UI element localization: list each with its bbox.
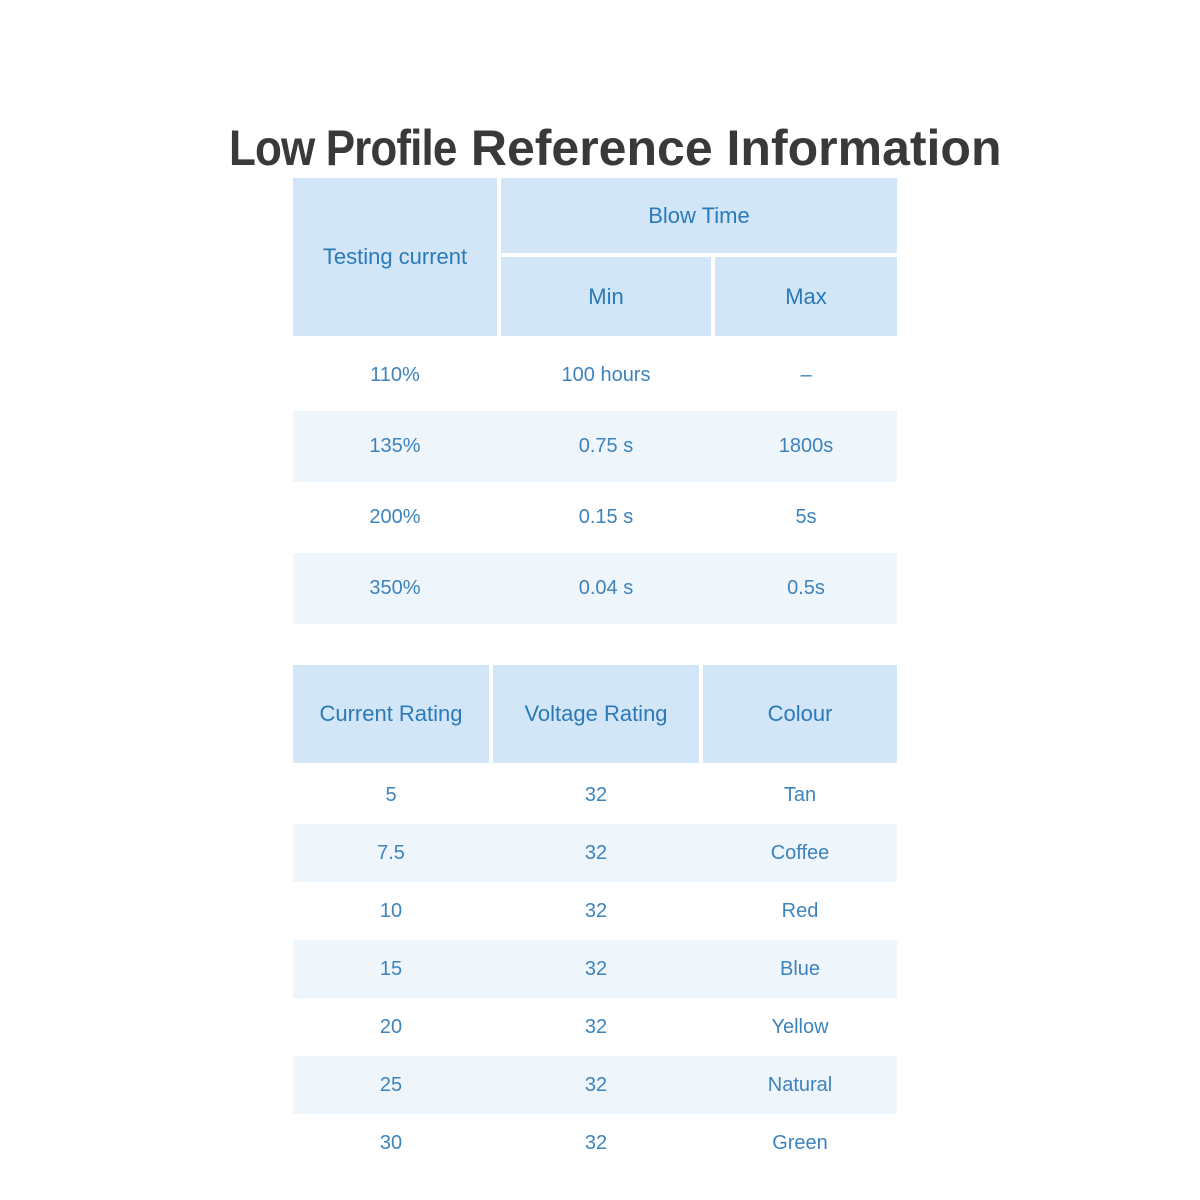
blow-min-value: 100 hours [561, 364, 651, 386]
table-row [293, 766, 897, 824]
voltage-rating-value: 32 [584, 899, 608, 922]
table-row [293, 482, 897, 553]
table-row [293, 411, 897, 482]
max-header-cell: Max [715, 257, 897, 336]
colour-value: Coffee [770, 841, 830, 864]
table-row [293, 340, 897, 411]
testing-current-value: 110% [370, 364, 420, 386]
voltage-rating-value: 32 [584, 841, 608, 864]
colour-value: Green [772, 1131, 828, 1154]
testing-current-value: 200% [369, 506, 421, 528]
voltage-rating-value: 32 [584, 783, 608, 806]
current-rating-value: 20 [379, 1015, 403, 1038]
blow-max-value: 5s [795, 506, 817, 528]
colour-value: Yellow [771, 1015, 829, 1038]
rating-table-header [293, 665, 897, 763]
colour-header-cell: Colour [703, 665, 897, 763]
table-row [293, 1114, 897, 1172]
current-rating-value: 7.5 [377, 841, 405, 864]
table-row [293, 998, 897, 1056]
page-title-part1: Low Profile [229, 119, 457, 176]
voltage-rating-value: 32 [584, 957, 608, 980]
testing-current-value: 350% [369, 577, 421, 599]
current-rating-value: 15 [379, 957, 403, 980]
colour-value: Blue [779, 957, 821, 980]
blow-min-value: 0.15 s [578, 506, 634, 528]
voltage-rating-header-cell: Voltage Rating [493, 665, 699, 763]
current-rating-value: 30 [379, 1131, 403, 1154]
blow-time-header-cell: Blow Time [501, 178, 897, 253]
blow-max-value: – [800, 364, 812, 386]
blow-min-value: 0.04 s [578, 577, 634, 599]
blow-min-value: 0.75 s [578, 435, 634, 457]
colour-value: Natural [767, 1073, 833, 1096]
rating-table-body [293, 766, 897, 1172]
blow-time-table-header [293, 178, 897, 336]
colour-value: Tan [783, 783, 817, 806]
blow-max-value: 0.5s [787, 577, 825, 599]
voltage-rating-value: 32 [584, 1073, 608, 1096]
page-title-part2: Reference Information [470, 119, 1002, 176]
table-row [293, 824, 897, 882]
colour-value: Red [781, 899, 819, 922]
page-title [0, 119, 1200, 176]
blow-max-value: 1800s [778, 435, 834, 457]
testing-current-header-cell: Testing current [293, 178, 497, 336]
min-header-cell: Min [501, 257, 711, 336]
table-row [293, 553, 897, 624]
blow-time-table-body [293, 340, 897, 624]
current-rating-value: 25 [379, 1073, 403, 1096]
table-row [293, 940, 897, 998]
testing-current-value: 135% [369, 435, 421, 457]
table-row [293, 1056, 897, 1114]
table-row [293, 882, 897, 940]
voltage-rating-value: 32 [584, 1131, 608, 1154]
voltage-rating-value: 32 [584, 1015, 608, 1038]
current-rating-value: 10 [379, 899, 403, 922]
current-rating-value: 5 [385, 783, 397, 806]
current-rating-header-cell: Current Rating [293, 665, 489, 763]
